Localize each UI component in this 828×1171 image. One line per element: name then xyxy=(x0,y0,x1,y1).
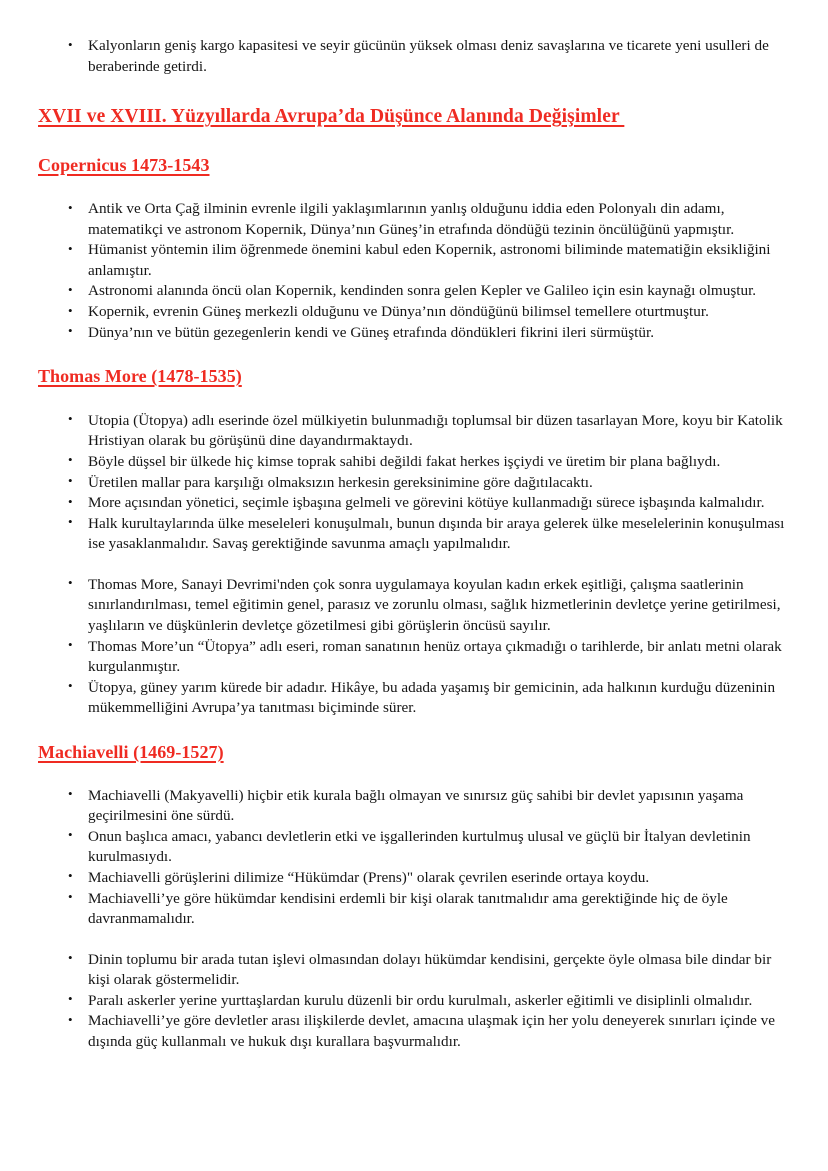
list-item: • More açısından yönetici, seçimle işbaşına gelmeli ve görevini kötüye kullanmadığı sürece işbaşında kalmalıdır. xyxy=(38,493,790,514)
list-item: • Onun başlıca amacı, yabancı devletlerin etki ve işgallerinden kurtulmuş ulusal ve güçlü bir İtalyan devletinin kurulmasıydı. xyxy=(38,827,790,868)
list-item: • Paralı askerler yerine yurttaşlardan kurulu düzenli bir ordu kurulmalı, askerler eğitimli ve disiplinli olmalıdır. xyxy=(38,991,790,1012)
bullet-list xyxy=(38,786,790,930)
bullet-list xyxy=(38,411,790,555)
section-body-machiavelli-part1 xyxy=(38,786,790,930)
list-item: • Astronomi alanında öncü olan Kopernik, kendinden sonra gelen Kepler ve Galileo için esin kaynağı olmuştur. xyxy=(38,281,790,302)
list-item: • Utopia (Ütopya) adlı eserinde özel mülkiyetin bulunmadığı toplumsal bir düzen tasarlayan More, koyu bir Katolik Hristiyan olarak bu görüşünü dine dayandırmaktaydı. xyxy=(38,411,790,452)
list-item: • Böyle düşsel bir ülkede hiç kimse toprak sahibi değildi fakat herkes işçiydi ve üretim bir plana bağlıydı. xyxy=(38,452,790,473)
list-item: • Machiavelli (Makyavelli) hiçbir etik kurala bağlı olmayan ve sınırsız güç sahibi bir devlet yapısının yaşama geçirilmesini öne sürdü. xyxy=(38,786,790,827)
section-heading-thomas-more: Thomas More (1478-1535) xyxy=(38,366,242,387)
list-item: • Hümanist yöntemin ilim öğrenmede önemini kabul eden Kopernik, astronomi biliminde matematiğin eksikliğini anlamıştır. xyxy=(38,240,790,281)
list-item: • Thomas More’un “Ütopya” adlı eseri, roman sanatının henüz ortaya çıkmadığı o tarihlerde, bir anlatı metni olarak kurgulanmıştır. xyxy=(38,637,790,678)
section-body-thomas-more-part2 xyxy=(38,575,790,719)
section-body-machiavelli-part2 xyxy=(38,950,790,1053)
bullet-list xyxy=(38,950,790,1053)
list-item: • Dünya’nın ve bütün gezegenlerin kendi ve Güneş etrafında döndükleri fikrini ileri sürmüştür. xyxy=(38,323,790,344)
bullet-list xyxy=(38,575,790,719)
list-item: • Dinin toplumu bir arada tutan işlevi olmasından dolayı hükümdar kendisini, gerçekte öyle olmasa bile dindar bir kişi olarak göstermelidir. xyxy=(38,950,790,991)
list-item: • Üretilen mallar para karşılığı olmaksızın herkesin gereksinimine göre dağıtılacaktı. xyxy=(38,473,790,494)
list-item: • Antik ve Orta Çağ ilminin evrenle ilgili yaklaşımlarının yanlış olduğunu iddia eden Polonyalı din adamı, matematikçi ve astronom Kopernik, Dünya’nın Güneş’in etrafında döndüğü tezinin öncülüğünü yapmıştır. xyxy=(38,199,790,240)
bullet-list xyxy=(38,199,790,343)
list-item: • Kopernik, evrenin Güneş merkezli olduğunu ve Dünya’nın döndüğünü bilimsel temellere oturtmuştur. xyxy=(38,302,790,323)
list-item: • Machiavelli’ye göre hükümdar kendisini erdemli bir kişi olarak tanıtmalıdır ama gerektiğinde hiç de öyle davranmamalıdır. xyxy=(38,889,790,930)
list-item: • Halk kurultaylarında ülke meseleleri konuşulmalı, bunun dışında bir araya gelerek ülke meselelerinin konuşulması ise yasaklanmalıdır. Savaş gerektiğinde savunma amaçlı yapılmalıdır. xyxy=(38,514,790,555)
list-item: • Thomas More, Sanayi Devrimi'nden çok sonra uygulamaya koyulan kadın erkek eşitliği, çalışma saatlerinin sınırlandırılması, temel eğitimin genel, parasız ve zorunlu olması, sağlık hizmetlerinin devletçe yerine getirilmesi, yaşlıların ve düşkünlerin devletçe gözetilmesi gibi görüşlerin öncüsü sayılır. xyxy=(38,575,790,637)
list-item: • Machiavelli’ye göre devletler arası ilişkilerde devlet, amacına ulaşmak için her yolu deneyerek sınırları içinde ve dışında güç kullanmalı ve hukuk dışı kurallara başvurmalıdır. xyxy=(38,1011,790,1052)
list-item: • Ütopya, güney yarım kürede bir adadır. Hikâye, bu adada yaşamış bir gemicinin, ada halkının kurduğu düzeninin mükemmelliğini Avrupa’ya tanıtması biçiminde sürer. xyxy=(38,678,790,719)
section-heading-copernicus: Copernicus 1473-1543 xyxy=(38,154,210,175)
intro-bullet-list xyxy=(38,36,790,77)
page-title: XVII ve XVIII. Yüzyıllarda Avrupa’da Düşünce Alanında Değişimler xyxy=(38,106,625,128)
section-body-copernicus xyxy=(38,199,790,343)
list-item: • Machiavelli görüşlerini dilimize “Hükümdar (Prens)" olarak çevrilen eserinde ortaya koydu. xyxy=(38,868,790,889)
section-body-thomas-more-part1 xyxy=(38,411,790,555)
section-heading-machiavelli: Machiavelli (1469-1527) xyxy=(38,742,224,763)
list-item: • Kalyonların geniş kargo kapasitesi ve seyir gücünün yüksek olması deniz savaşlarına ve ticarete yeni usulleri de beraberinde getirdi. xyxy=(38,36,790,77)
